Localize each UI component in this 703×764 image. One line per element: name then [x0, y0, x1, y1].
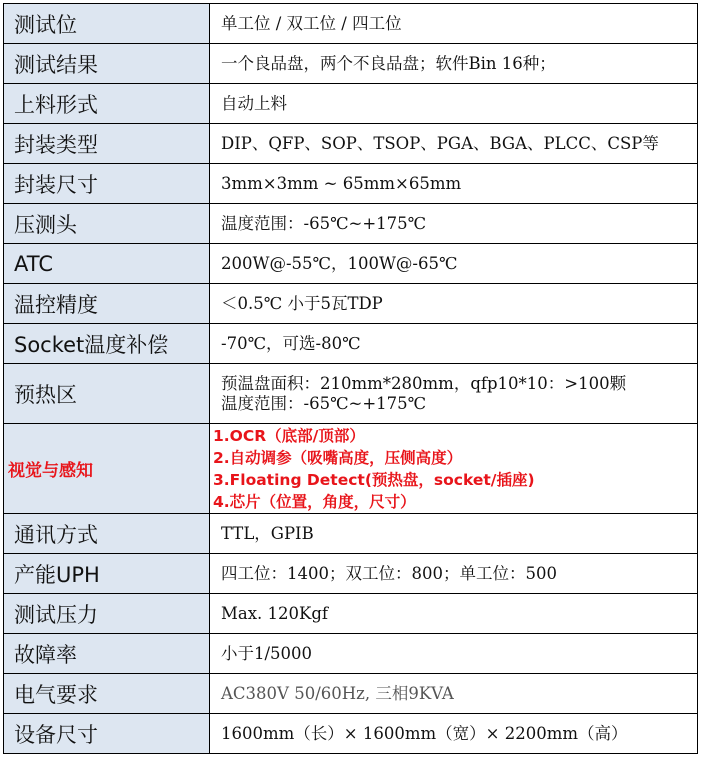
row-label: Socket温度补偿: [4, 324, 210, 364]
row-value: [210, 364, 698, 424]
spec-table: [3, 3, 698, 754]
row-label: 电气要求: [4, 674, 210, 714]
row-label: 故障率: [4, 634, 210, 674]
value-line: -70℃，可选-80℃: [221, 333, 361, 353]
table-row: [4, 714, 698, 754]
row-value: [210, 424, 698, 514]
value-line: 200W@-55℃，100W@-65℃: [221, 253, 458, 273]
row-value: [210, 284, 698, 324]
row-label: 设备尺寸: [4, 714, 210, 754]
value-line: 一个良品盘，两个不良品盘；软件Bin 16种；: [221, 53, 556, 73]
row-label: 封装类型: [4, 124, 210, 164]
value-line: 1.OCR（底部/顶部）: [213, 426, 365, 445]
row-value: [210, 554, 698, 594]
row-label: 预热区: [4, 364, 210, 424]
table-row: [4, 204, 698, 244]
value-line: 3.Floating Detect(预热盘，socket/插座): [213, 470, 535, 489]
row-value: [210, 84, 698, 124]
table-row: [4, 164, 698, 204]
table-row: [4, 594, 698, 634]
table-row: [4, 284, 698, 324]
value-line: DIP、QFP、SOP、TSOP、PGA、BGA、PLCC、CSP等: [221, 133, 659, 153]
row-value: [210, 204, 698, 244]
table-row: [4, 324, 698, 364]
value-line: 4.芯片（位置，角度，尺寸）: [213, 492, 416, 511]
row-label: 测试位: [4, 4, 210, 44]
table-row: [4, 4, 698, 44]
row-label: 温控精度: [4, 284, 210, 324]
row-value: [210, 674, 698, 714]
value-line: 四工位：1400；双工位：800；单工位：500: [221, 563, 557, 583]
value-line: 单工位 / 双工位 / 四工位: [221, 13, 402, 33]
value-line: Max. 120Kgf: [221, 603, 329, 623]
row-value: [210, 634, 698, 674]
value-line: 预温盘面积：210mm*280mm，qfp10*10：>100颗: [221, 373, 627, 393]
table-row: [4, 84, 698, 124]
table-row: [4, 44, 698, 84]
table-row: [4, 634, 698, 674]
table-row: [4, 514, 698, 554]
table-row: [4, 674, 698, 714]
row-label: 上料形式: [4, 84, 210, 124]
value-line: 小于1/5000: [221, 643, 313, 663]
row-label: ATC: [4, 244, 210, 284]
row-value: [210, 324, 698, 364]
value-line: 温度范围：-65℃~+175℃: [221, 213, 427, 233]
row-value: [210, 164, 698, 204]
value-line: TTL，GPIB: [221, 523, 314, 543]
row-label: 测试结果: [4, 44, 210, 84]
row-value: [210, 714, 698, 754]
row-value: [210, 244, 698, 284]
table-row: [4, 244, 698, 284]
table-row: [4, 364, 698, 424]
row-label: 压测头: [4, 204, 210, 244]
value-line: ＜0.5℃ 小于5瓦TDP: [221, 293, 383, 313]
value-line: AC380V 50/60Hz, 三相9KVA: [221, 683, 454, 703]
row-label: 测试压力: [4, 594, 210, 634]
row-label: 封装尺寸: [4, 164, 210, 204]
value-line: 自动上料: [221, 93, 287, 113]
row-value: [210, 124, 698, 164]
table-row: [4, 554, 698, 594]
row-label: 视觉与感知: [4, 424, 210, 514]
row-label: 产能UPH: [4, 554, 210, 594]
row-value: [210, 594, 698, 634]
row-value: [210, 514, 698, 554]
table-row-highlight: [4, 424, 698, 514]
value-line: 1600mm（长）× 1600mm（宽）× 2200mm（高）: [221, 723, 628, 743]
row-value: [210, 4, 698, 44]
value-line: 温度范围：-65℃~+175℃: [221, 393, 427, 413]
row-label: 通讯方式: [4, 514, 210, 554]
value-line: 2.自动调参（吸嘴高度，压侧高度）: [213, 448, 463, 467]
value-line: 3mm×3mm ~ 65mm×65mm: [221, 173, 462, 193]
table-row: [4, 124, 698, 164]
row-value: [210, 44, 698, 84]
